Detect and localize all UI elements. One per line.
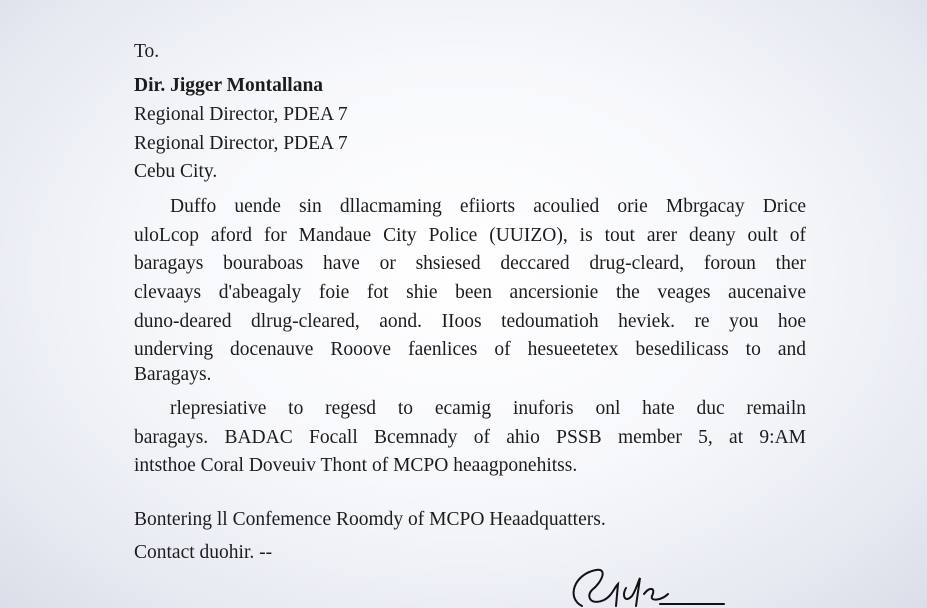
salutation: To. — [134, 41, 160, 62]
paragraph-1-line: Baragays. — [134, 364, 212, 385]
paragraph-1-line: baragays bouraboas have or shsiesed deccared drug-cleard, foroun ther — [134, 253, 806, 274]
recipient-title-line-2: Regional Director, PDEA 7 — [134, 133, 348, 154]
paragraph-1-line: uloLcop aford for Mandaue City Police (UUIZO), is tout arer deany oult of — [134, 225, 806, 246]
handwritten-signature — [552, 560, 752, 608]
recipient-city: Cebu City. — [134, 161, 218, 182]
paragraph-1-line: Duffo uende sin dllacmaming efiiorts acoulied orie Mbrgacay Drice — [170, 196, 806, 217]
contact-line: Contact duohir. -- — [134, 542, 273, 563]
paragraph-2-line: rlepresiative to regesd to ecamig inuforis onl hate duc remailn — [170, 398, 806, 419]
paragraph-1-line: underving docenauve Rooove faenlices of hesueetetex besedilicass to and — [134, 339, 806, 360]
recipient-title-line-1: Regional Director, PDEA 7 — [134, 104, 348, 125]
paragraph-1-line: duno-deared dlrug-cleared, aond. IIoos tedoumatioh heviek. re you hoe — [134, 311, 806, 332]
venue-line: Bontering ll Confemence Roomdy of MCPO Heaadquatters. — [134, 509, 606, 530]
recipient-name: Dir. Jigger Montallana — [134, 75, 324, 96]
paragraph-1-line: clevaays d'abeagaly foie fot shie been ancersionie the veages aucenaive — [134, 282, 806, 303]
paragraph-2-line: baragays. BADAC Focall Bcemnady of ahio PSSB member 5, at 9:AM — [134, 427, 806, 448]
paragraph-2-line: intsthoe Coral Doveuiv Thont of MCPO heaagponehitss. — [134, 455, 578, 476]
